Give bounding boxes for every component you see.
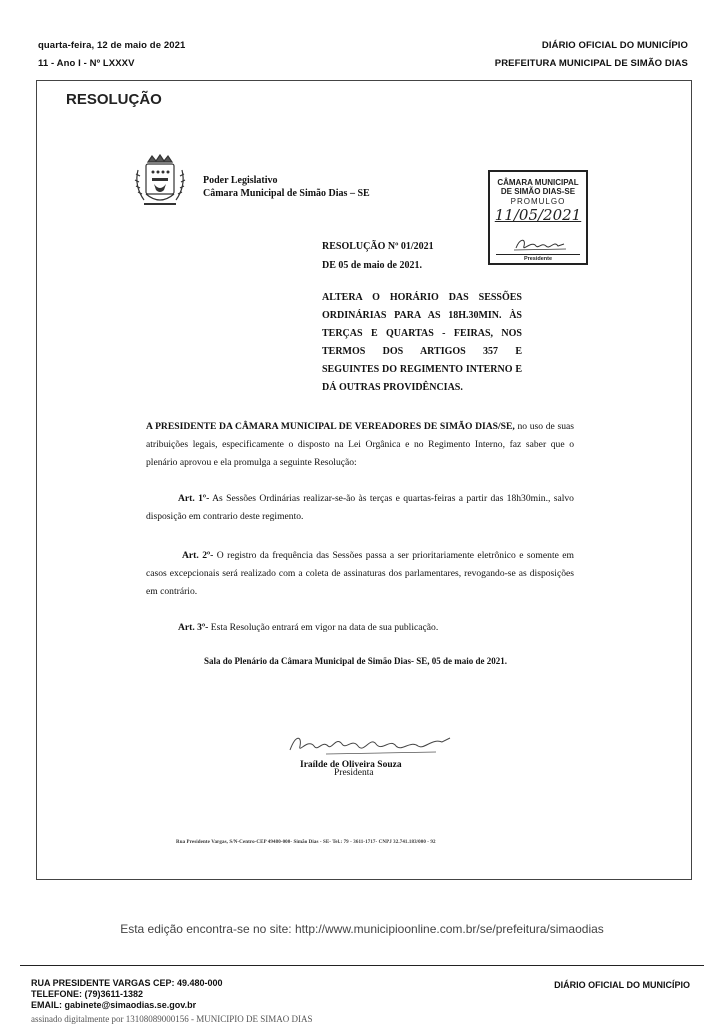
footer-email: EMAIL: gabinete@simaodias.se.gov.br [31, 1000, 197, 1010]
footer-phone: TELEFONE: (79)3611-1382 [31, 989, 144, 999]
stamp-line1: CÂMARA MUNICIPAL [497, 178, 579, 187]
resolution-ementa: ALTERA O HORÁRIO DAS SESSÕES ORDINÁRIAS PARA AS 18H.30MIN. ÀS TERÇAS E QUARTAS - FEIRAS, NOS TERMOS DOS ARTIGOS 357 E SEGUINTES DO REGIMENTO INTERNO E DÁ OUTRAS PROVIDÊNCIAS. [322, 292, 522, 393]
footer-cut-line: assinado digitalmente por 13108089000156 - MUNICIPIO DE SIMAO DIAS [31, 1014, 313, 1024]
resolution-reference [322, 237, 434, 275]
article-1 [146, 490, 574, 526]
article-3-text: Esta Resolução entrará em vigor na data de sua publicação. [208, 622, 439, 633]
footer-divider [20, 965, 704, 966]
footer-address: RUA PRESIDENTE VARGAS CEP: 49.480-000 [31, 978, 223, 988]
header-publication: DIÁRIO OFICIAL DO MUNICÍPIO [541, 40, 688, 51]
sala-plenario: Sala do Plenário da Câmara Municipal de Simão Dias- SE, 05 de maio de 2021. [204, 656, 508, 666]
organization-line2: Câmara Municipal de Simão Dias – SE [203, 188, 370, 199]
stamp-signature-icon [512, 234, 568, 254]
article-1-text: As Sessões Ordinárias realizar-se-ão às terças e quartas-feiras a partir das 18h30min., salvo disposição em contrario deste regimento. [146, 493, 574, 522]
intro-bold: A PRESIDENTE DA CÂMARA MUNICIPAL DE VEREADORES DE SIMÃO DIAS/SE, [146, 421, 515, 432]
handwritten-signature-icon [286, 728, 456, 762]
resolution-number: RESOLUÇÃO Nº 01/2021 [322, 241, 434, 252]
promulgation-stamp [488, 170, 588, 265]
header-date: quarta-feira, 12 de maio de 2021 [38, 40, 186, 51]
intro-paragraph [146, 418, 574, 472]
header-publisher: PREFEITURA MUNICIPAL DE SIMÃO DIAS [494, 58, 688, 69]
signer-name: Iraílde de Oliveira Souza [300, 760, 402, 770]
article-3-label: Art. 3º- [178, 622, 209, 633]
article-1-label: Art. 1º- [178, 493, 210, 504]
stamp-line3: PROMULGO [510, 197, 566, 206]
article-2-text: O registro da frequência das Sessões passa a ser prioritariamente eletrônico e somente em casos excepcionais será realizado com a coleta de assinaturas dos parlamentares, revogando-se as disposições em contrário. [146, 550, 575, 597]
resolution-date: DE 05 de maio de 2021. [322, 260, 422, 271]
signer-role: Presidenta [334, 768, 374, 778]
article-3 [146, 619, 574, 637]
coat-of-arms-icon [128, 152, 192, 216]
stamp-role: Presidente [496, 254, 580, 262]
header-edition: 11 - Ano I - Nº LXXXV [38, 58, 135, 69]
stamp-date: 11/05/2021 [494, 206, 582, 224]
article-2-label: Art. 2º- [182, 550, 214, 561]
article-2 [146, 547, 574, 601]
footer-publication: DIÁRIO OFICIAL DO MUNICÍPIO [554, 980, 690, 990]
organization [203, 174, 370, 200]
chamber-address: Rua Presidente Vargas, S/N-Centro-CEP 49480-000- Simão Dias - SE- Tel.: 79 - 3611-1717- CNPJ 32.741.183/000 - 92 [176, 840, 436, 845]
section-title: RESOLUÇÃO [66, 91, 162, 108]
edition-note: Esta edição encontra-se no site: http://www.municipioonline.com.br/se/prefeitura/simaodias [120, 922, 604, 936]
organization-line1: Poder Legislativo [203, 175, 278, 186]
intro-text: no uso de suas atribuições legais, especificamente o disposto na Lei Orgânica e no Regimento Interno, faz saber que o plenário aprovou e ela promulga a seguinte Resolução: [146, 421, 574, 468]
stamp-line2: DE SIMÃO DIAS-SE [500, 187, 576, 196]
